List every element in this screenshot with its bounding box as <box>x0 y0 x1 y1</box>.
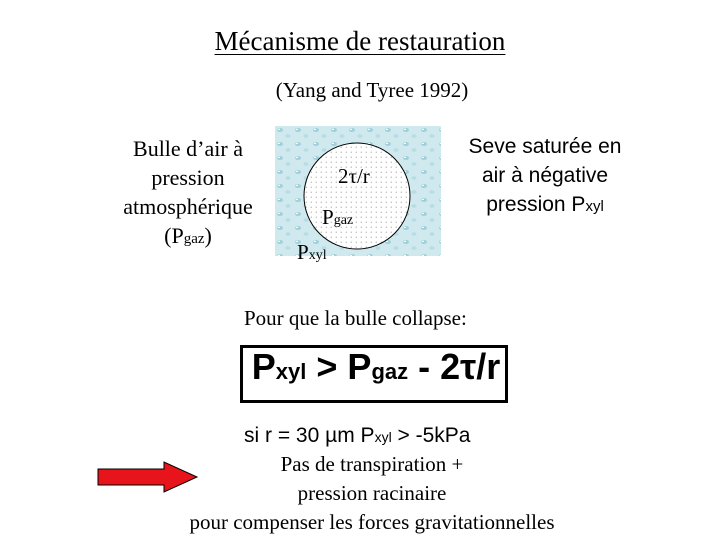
sap-label <box>440 132 650 221</box>
bubble-label-line-1: Bulle d’air à <box>133 136 243 161</box>
surface-tension-label: 2τ/r <box>338 164 370 188</box>
air-bubble <box>304 143 410 249</box>
conclusion-note <box>160 450 584 537</box>
right-arrow-icon <box>96 460 200 494</box>
pgaz-label: Pgaz <box>322 205 354 229</box>
bubble-label-line-3: atmosphérique <box>123 194 253 219</box>
conclusion-line-2: pression racinaire <box>297 481 447 505</box>
bubble-diagram <box>275 126 441 256</box>
collapse-condition: Pour que la bulle collapse: <box>244 306 467 330</box>
conclusion-line-1: Pas de transpiration + <box>280 452 464 476</box>
conclusion-line-3: pour compenser les forces gravitationnelles <box>189 510 555 534</box>
example-note: si r = 30 µm Pxyl > -5kPa <box>244 424 471 447</box>
bubble-label-line-4: (Pgaz) <box>164 223 212 248</box>
slide-title: Mécanisme de restauration <box>214 26 506 56</box>
pxyl-label: Pxyl <box>297 240 327 264</box>
sap-label-line-1: Seve saturée en <box>468 135 622 158</box>
collapse-formula: Pxyl > Pgaz - 2τ/r <box>251 346 501 387</box>
sap-label-line-2: air à négative <box>481 164 609 187</box>
bubble-label-line-2: pression <box>151 165 225 190</box>
citation: (Yang and Tyree 1992) <box>275 78 469 102</box>
bubble-label <box>88 134 288 254</box>
sap-label-line-3: pression Pxyl <box>486 193 604 216</box>
